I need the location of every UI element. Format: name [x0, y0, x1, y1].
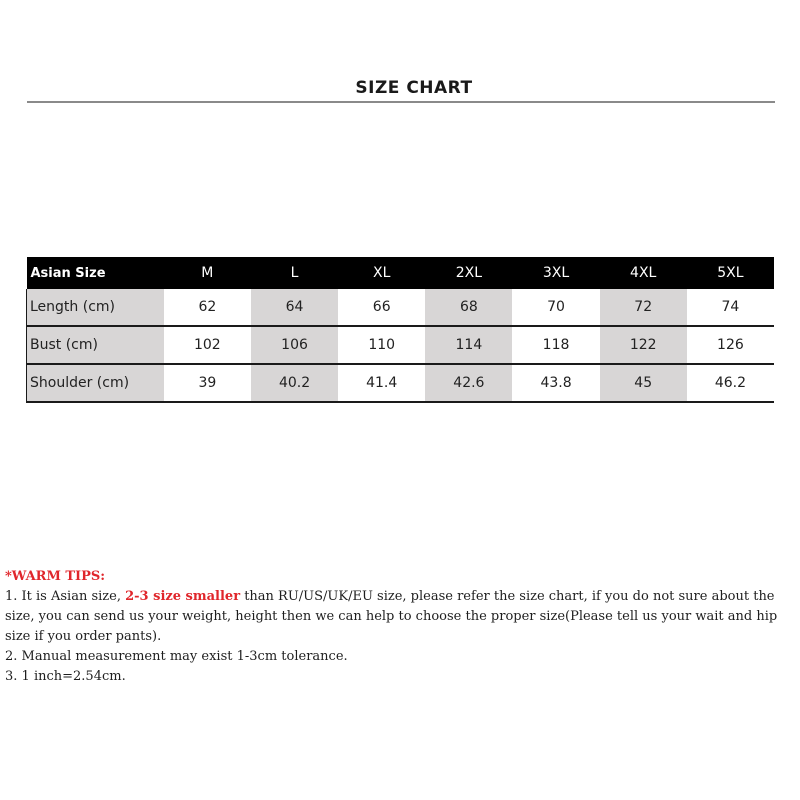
tip-1-highlight: 2-3 size smaller — [125, 589, 241, 604]
table-row — [27, 326, 775, 364]
tip-1-text-end: than RU/US/UK/EU size, please refer the size chart, if you do not sure about the size, you can send us your weight, height then we can help to choose the proper size(Please tell us your wait and hip size if you order pants). — [5, 589, 778, 644]
header-cell-size: L — [251, 257, 338, 289]
table-cell: 102 — [164, 326, 251, 364]
row-label-bust: Bust (cm) — [27, 326, 164, 364]
table-cell: 41.4 — [338, 364, 425, 402]
header-cell-size: XL — [338, 257, 425, 289]
table-cell: 72 — [600, 289, 687, 326]
tip-item-1 — [5, 587, 800, 647]
table-cell: 110 — [338, 326, 425, 364]
table-cell: 40.2 — [251, 364, 338, 402]
tip-1-text-start: 1. It is Asian size, — [5, 589, 126, 604]
table-cell: 43.8 — [512, 364, 599, 402]
table-header-row — [27, 257, 775, 289]
header-cell-size: 3XL — [512, 257, 599, 289]
row-label-length: Length (cm) — [27, 289, 164, 326]
table-cell: 62 — [164, 289, 251, 326]
table-cell: 46.2 — [687, 364, 774, 402]
header-cell-size: 5XL — [687, 257, 774, 289]
header-cell-size: 4XL — [600, 257, 687, 289]
header-cell-size: M — [164, 257, 251, 289]
table-cell: 68 — [425, 289, 512, 326]
table-cell: 39 — [164, 364, 251, 402]
warm-tips — [5, 567, 800, 687]
title-divider — [27, 101, 775, 103]
table-cell: 122 — [600, 326, 687, 364]
row-label-shoulder: Shoulder (cm) — [27, 364, 164, 402]
table-cell: 118 — [512, 326, 599, 364]
table-row — [27, 364, 775, 402]
table-cell: 74 — [687, 289, 774, 326]
table-cell: 114 — [425, 326, 512, 364]
table-cell: 66 — [338, 289, 425, 326]
warm-tips-heading: *WARM TIPS: — [5, 569, 106, 584]
table-cell: 126 — [687, 326, 774, 364]
table-row — [27, 289, 775, 326]
table-cell: 70 — [512, 289, 599, 326]
tip-item-3: 3. 1 inch=2.54cm. — [5, 669, 126, 684]
tip-item-2: 2. Manual measurement may exist 1-3cm tolerance. — [5, 649, 348, 664]
header-cell-size: 2XL — [425, 257, 512, 289]
table-cell: 106 — [251, 326, 338, 364]
table-cell: 42.6 — [425, 364, 512, 402]
page-title: SIZE CHART — [355, 78, 473, 98]
header-cell-asian-size: Asian Size — [27, 257, 164, 289]
table-cell: 45 — [600, 364, 687, 402]
table-cell: 64 — [251, 289, 338, 326]
size-chart-table — [26, 257, 774, 403]
